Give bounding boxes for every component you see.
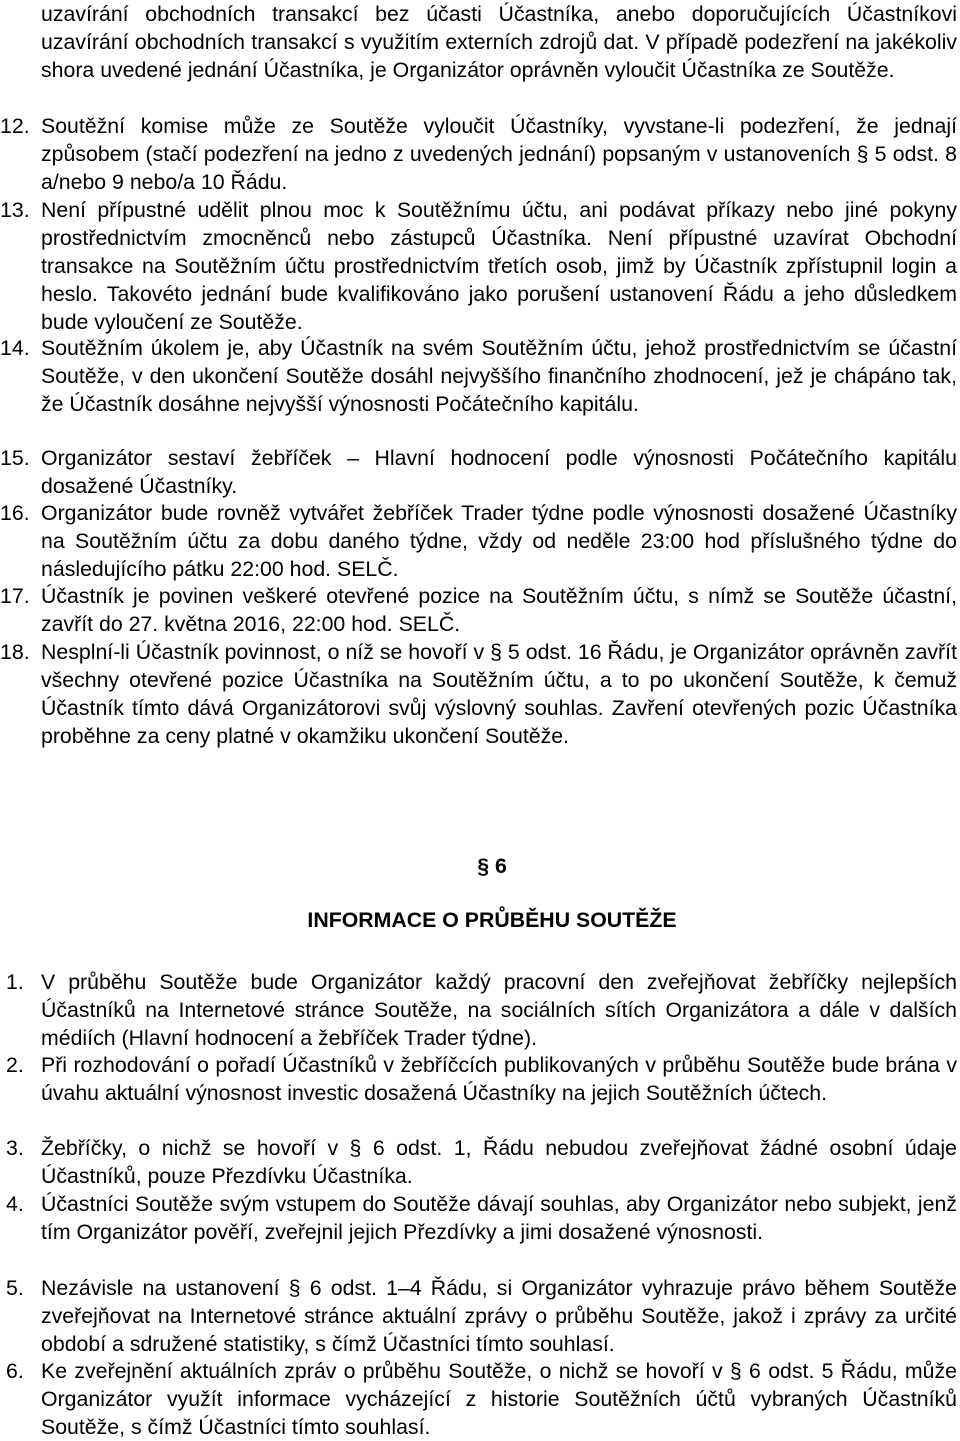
item-number: 1. xyxy=(6,970,24,994)
item-text: Ke zveřejnění aktuálních zpráv o průběhu Soutěže, o nichž se hovoří v § 6 odst. 5 Řádu, může Organizátor využít informace vycházející z historie Soutěžních účtů vybraných Účastníků Soutěže, s čímž Účastníci tímto souhlasí. xyxy=(41,1359,957,1439)
list-item xyxy=(0,1051,957,1107)
section-number: § 6 xyxy=(477,854,507,878)
item-number: 13. xyxy=(0,198,30,222)
list-item xyxy=(0,499,957,583)
item-number: 3. xyxy=(6,1136,24,1160)
list-item xyxy=(0,1357,957,1441)
item-number: 4. xyxy=(6,1192,24,1216)
item-text: Soutěžní komise může ze Soutěže vyloučit Účastníky, vyvstane-li podezření, že jednají způsobem (stačí podezření na jedno z uvedených jednání) popsaným v ustanoveních § 5 odst. 8 a/nebo 9 nebo/a 10 Řádu. xyxy=(41,114,957,194)
item-text: Žebříčky, o nichž se hovoří v § 6 odst. 1, Řádu nebudou zveřejňovat žádné osobní údaje Účastníků, pouze Přezdívku Účastníka. xyxy=(41,1136,957,1188)
item-number: 6. xyxy=(6,1359,24,1383)
item-text: Účastníci Soutěže svým vstupem do Soutěže dávají souhlas, aby Organizátor nebo subjekt, jenž tím Organizátor pověří, zveřejnil jejich Přezdívky a jimi dosažené výnosnosti. xyxy=(41,1192,957,1244)
item-text: Nezávisle na ustanovení § 6 odst. 1–4 Řádu, si Organizátor vyhrazuje právo během Soutěže zveřejňovat na Internetové stránce aktuální zprávy o průběhu Soutěže, jakož i zprávy za určité období a sdružené statistiky, s čímž Účastníci tímto souhlasí. xyxy=(41,1276,957,1356)
list-item xyxy=(0,582,957,638)
item-number: 16. xyxy=(0,501,30,525)
item-text: Nesplní-li Účastník povinnost, o níž se hovoří v § 5 odst. 16 Řádu, je Organizátor oprávněn zavřít všechny otevřené pozice Účastníka na Soutěžním účtu, a to po ukončení Soutěže, k čemuž Účastník tímto dává Organizátorovi svůj výslovný souhlas. Zavření otevřených pozic Účastníka proběhne za ceny platné v okamžiku ukončení Soutěže. xyxy=(41,640,957,748)
item-text: Při rozhodování o pořadí Účastníků v žebříčcích publikovaných v průběhu Soutěže bude brána v úvahu aktuální výnosnost investic dosažená Účastníky na jejich Soutěžních účtech. xyxy=(41,1053,957,1105)
item-number: 15. xyxy=(0,446,30,470)
list-item xyxy=(0,638,957,750)
item-number: 18. xyxy=(0,640,30,664)
item-number: 14. xyxy=(0,336,30,360)
continuation-paragraph: uzavírání obchodních transakcí bez účasti Účastníka, anebo doporučujících Účastníkovi uzavírání obchodních transakcí s využitím externích zdrojů dat. V případě podezření na jakékoliv shora uvedené jednání Účastníka, je Organizátor oprávněn vyloučit Účastníka ze Soutěže. xyxy=(41,2,957,82)
list-item xyxy=(0,196,957,336)
list-item xyxy=(0,1274,957,1358)
list-item xyxy=(0,1190,957,1246)
item-text: Organizátor sestaví žebříček – Hlavní hodnocení podle výnosnosti Počátečního kapitálu dosažené Účastníky. xyxy=(41,446,957,498)
item-text: Účastník je povinen veškeré otevřené pozice na Soutěžním účtu, s nímž se Soutěže účastní, zavřít do 27. května 2016, 22:00 hod. SELČ. xyxy=(41,584,957,636)
item-number: 2. xyxy=(6,1053,24,1077)
list-item xyxy=(0,112,957,196)
item-text: Organizátor bude rovněž vytvářet žebříček Trader týdne podle výnosnosti dosažené Účastníky na Soutěžním účtu za dobu daného týdne, vždy od neděle 23:00 hod příslušného týdne do následujícího pátku 22:00 hod. SELČ. xyxy=(41,501,957,581)
item-text: Soutěžním úkolem je, aby Účastník na svém Soutěžním účtu, jehož prostřednictvím se účastní Soutěže, v den ukončení Soutěže dosáhl nejvyššího finančního zhodnocení, jež je chápáno tak, že Účastník dosáhne nejvyšší výnosnosti Počátečního kapitálu. xyxy=(41,336,957,416)
list-item xyxy=(0,1134,957,1190)
list-item xyxy=(0,334,957,418)
item-number: 5. xyxy=(6,1276,24,1300)
item-number: 17. xyxy=(0,584,30,608)
item-text: Není přípustné udělit plnou moc k Soutěžnímu účtu, ani podávat příkazy nebo jiné pokyny prostřednictvím zmocněnců nebo zástupců Účastníka. Není přípustné uzavírat Obchodní transakce na Soutěžním účtu prostřednictvím třetích osob, jimž by Účastník zpřístupnil login a heslo. Takovéto jednání bude kvalifikováno jako porušení ustanovení Řádu a jeho důsledkem bude vyloučení ze Soutěže. xyxy=(41,198,957,334)
item-text: V průběhu Soutěže bude Organizátor každý pracovní den zveřejňovat žebříčky nejlepších Účastníků na Internetové stránce Soutěže, na sociálních sítích Organizátora a dále v dalších médiích (Hlavní hodnocení a žebříček Trader týdne). xyxy=(41,970,957,1050)
list-item xyxy=(0,968,957,1052)
section-title: INFORMACE O PRŮBĚHU SOUTĚŽE xyxy=(307,908,677,932)
item-number: 12. xyxy=(0,114,30,138)
list-item xyxy=(0,444,957,500)
